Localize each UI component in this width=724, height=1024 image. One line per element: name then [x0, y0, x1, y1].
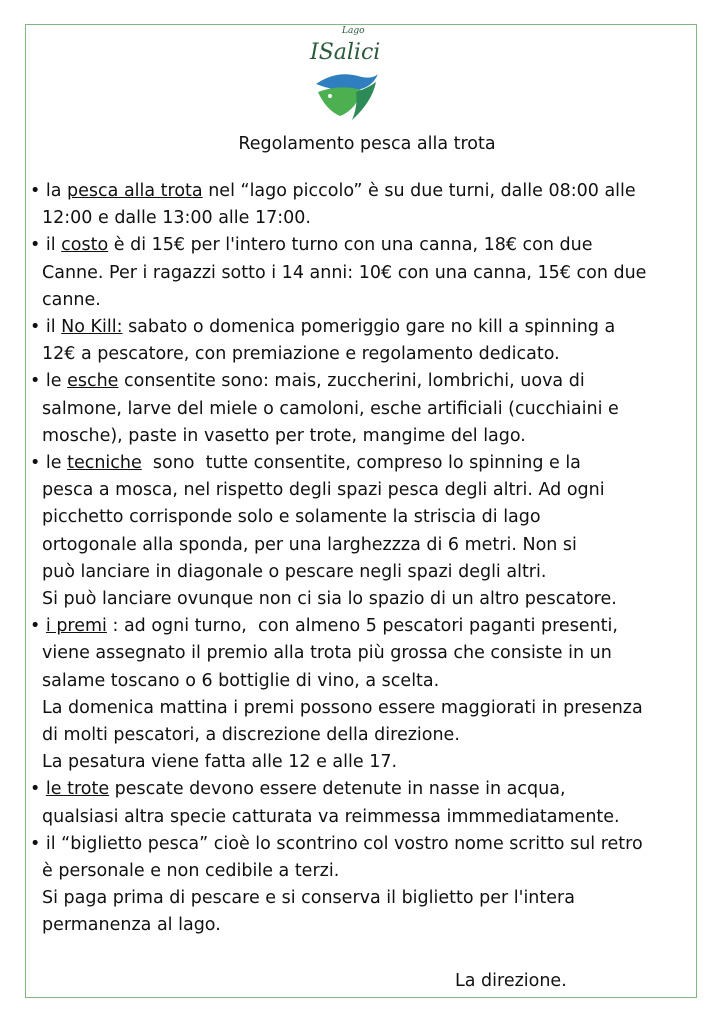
rule-premi-line-1: • i premi : ad ogni turno, con almeno 5 pescatori paganti presenti,: [30, 616, 618, 637]
page-title: Regolamento pesca alla trota: [238, 134, 496, 154]
rule-nokill-line-1: • il No Kill: sabato o domenica pomeriggio gare no kill a spinning a: [30, 317, 616, 338]
rule-biglietto-line-4: permanenza al lago.: [42, 915, 221, 936]
rule-premi-line-2: viene assegnato il premio alla trota più grossa che consiste in un: [42, 643, 612, 664]
term-esche: esche: [67, 371, 119, 392]
term-i-premi: i premi: [45, 616, 107, 637]
rule-esche-line-3: mosche), paste in vasetto per trote, mangime del lago.: [42, 425, 526, 446]
rule-trote-line-2: qualsiasi altra specie catturata va reimmessa immmediatamente.: [42, 806, 620, 827]
logo: [306, 26, 386, 126]
logo-name-text: ISalici: [310, 40, 381, 65]
rule-costo-line-2: Canne. Per i ragazzi sotto i 14 anni: 10€ con una canna, 15€ con due: [42, 262, 647, 283]
rule-premi-line-4: La domenica mattina i premi possono essere maggiorati in presenza: [42, 697, 643, 718]
rule-costo-line-3: canne.: [42, 289, 101, 310]
rule-nokill-line-2: 12€ a pescatore, con premiazione e regolamento dedicato.: [42, 344, 560, 365]
rule-turni-line-1: • la pesca alla trota nel “lago piccolo” è su due turni, dalle 08:00 alle: [30, 181, 636, 201]
rule-premi-line-6: La pesatura viene fatta alle 12 e alle 17.: [42, 752, 398, 773]
term-costo: costo: [61, 235, 109, 256]
fish-icon: [306, 26, 386, 126]
term-no-kill: No Kill:: [61, 317, 123, 338]
rule-biglietto-line-2: è personale e non cedibile a terzi.: [42, 861, 340, 882]
rule-tecniche-line-6: Si può lanciare ovunque non ci sia lo spazio di un altro pescatore.: [42, 589, 617, 610]
rule-esche-line-2: salmone, larve del miele o camoloni, esche artificiali (cucchiaini e: [42, 398, 619, 419]
rule-tecniche-line-3: picchetto corrisponde solo e solamente la striscia di lago: [42, 507, 541, 528]
rule-trote-line-1: • le trote pescate devono essere detenute in nasse in acqua,: [30, 779, 566, 800]
rule-biglietto-line-3: Si paga prima di pescare e si conserva il biglietto per l'intera: [42, 888, 575, 909]
rule-turni-line-2: 12:00 e dalle 13:00 alle 17:00.: [42, 208, 311, 229]
term-pesca-alla-trota: pesca alla trota: [67, 181, 203, 201]
signature: La direzione.: [455, 971, 567, 991]
rule-biglietto-line-1: • il “biglietto pesca” cioè lo scontrino col vostro nome scritto sul retro: [30, 833, 643, 854]
rules-text: [30, 178, 702, 940]
term-le-trote: le trote: [45, 779, 110, 800]
rule-premi-line-3: salame toscano o 6 bottiglie di vino, a scelta.: [42, 670, 440, 691]
rule-costo-line-1: • il costo è di 15€ per l'intero turno con una canna, 18€ con due: [30, 235, 593, 256]
term-tecniche: tecniche: [67, 453, 142, 474]
rule-tecniche-line-1: • le tecniche sono tutte consentite, compreso lo spinning e la: [30, 453, 581, 474]
rule-premi-line-5: di molti pescatori, a discrezione della direzione.: [42, 725, 460, 746]
logo-lago-text: Lago: [342, 26, 365, 36]
rule-tecniche-line-4: ortogonale alla sponda, per una larghezzza di 6 metri. Non si: [42, 534, 577, 555]
rule-esche-line-1: • le esche consentite sono: mais, zuccherini, lombrichi, uova di: [30, 371, 585, 392]
rule-tecniche-line-5: può lanciare in diagonale o pescare negli spazi degli altri.: [42, 561, 547, 582]
rule-tecniche-line-2: pesca a mosca, nel rispetto degli spazi pesca degli altri. Ad ogni: [42, 480, 605, 501]
